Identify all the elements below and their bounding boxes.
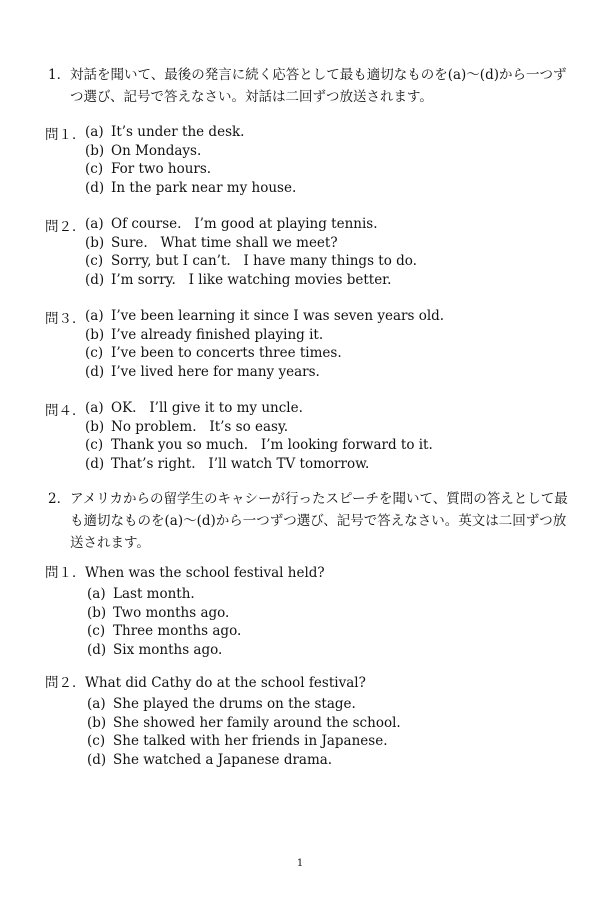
question-1-1 xyxy=(45,123,296,197)
page-number: 1 xyxy=(296,858,304,869)
section-instruction: アメリカからの留学生のキャシーが行ったスピーチを聞いて、質問の答えとして最も適切なものを(a)〜(d)から一つずつ選び、記号で答えなさい。英文は二回ずつ放送されます。 xyxy=(70,491,568,551)
option: (d) I’m sorry. I like watching movies better. xyxy=(85,271,392,288)
question-2-2 xyxy=(45,673,401,769)
option: (d) Six months ago. xyxy=(87,641,223,658)
option: (d) I’ve lived here for many years. xyxy=(85,363,320,380)
option: (a) Last month. xyxy=(87,586,195,602)
option: (c) I’ve been to concerts three times. xyxy=(85,345,342,361)
question-label: 問２． xyxy=(45,219,86,235)
option: (c) Thank you so much. I’m looking forward to it. xyxy=(85,437,433,453)
question-2-1 xyxy=(45,563,325,659)
question-label: 問２． xyxy=(45,675,86,691)
option: (a) I’ve been learning it since I was seven years old. xyxy=(85,308,445,324)
section-instruction: 対話を聞いて、最後の発言に続く応答として最も適切なものを(a)〜(d)から一つずつ選び、記号で答えなさい。対話は二回ずつ放送されます。 xyxy=(70,67,567,105)
option: (c) Three months ago. xyxy=(87,623,242,639)
option: (d) In the park near my house. xyxy=(85,179,297,196)
option: (b) On Mondays. xyxy=(85,142,202,159)
option: (c) For two hours. xyxy=(85,161,212,177)
section-1-header xyxy=(48,64,578,108)
question-label: 問１． xyxy=(45,565,86,581)
option: (b) Sure. What time shall we meet? xyxy=(85,234,338,251)
question-label: 問３． xyxy=(45,311,86,327)
section-number: 2． xyxy=(48,491,71,507)
option: (b) Two months ago. xyxy=(87,604,230,621)
option: (a) OK. I’ll give it to my uncle. xyxy=(85,400,303,416)
section-2-header xyxy=(48,488,578,554)
question-1-2 xyxy=(45,215,417,289)
option: (b) I’ve already finished playing it. xyxy=(85,326,324,343)
question-label: 問４． xyxy=(45,403,86,419)
question-1-4 xyxy=(45,399,433,473)
option: (d) That’s right. I’ll watch TV tomorrow. xyxy=(85,455,370,472)
question-label: 問１． xyxy=(45,127,86,143)
option: (d) She watched a Japanese drama. xyxy=(87,751,333,768)
question-1-3 xyxy=(45,307,444,381)
option: (b) No problem. It’s so easy. xyxy=(85,418,289,435)
question-text: What did Cathy do at the school festival? xyxy=(85,675,366,691)
option: (a) Of course. I’m good at playing tennis. xyxy=(85,216,378,232)
option: (c) Sorry, but I can’t. I have many things to do. xyxy=(85,253,417,269)
option: (a) She played the drums on the stage. xyxy=(87,696,356,712)
section-number: 1． xyxy=(48,67,71,83)
option: (b) She showed her family around the school. xyxy=(87,714,401,731)
question-text: When was the school festival held? xyxy=(85,565,325,581)
option: (c) She talked with her friends in Japanese. xyxy=(87,733,388,749)
option: (a) It’s under the desk. xyxy=(85,124,245,140)
